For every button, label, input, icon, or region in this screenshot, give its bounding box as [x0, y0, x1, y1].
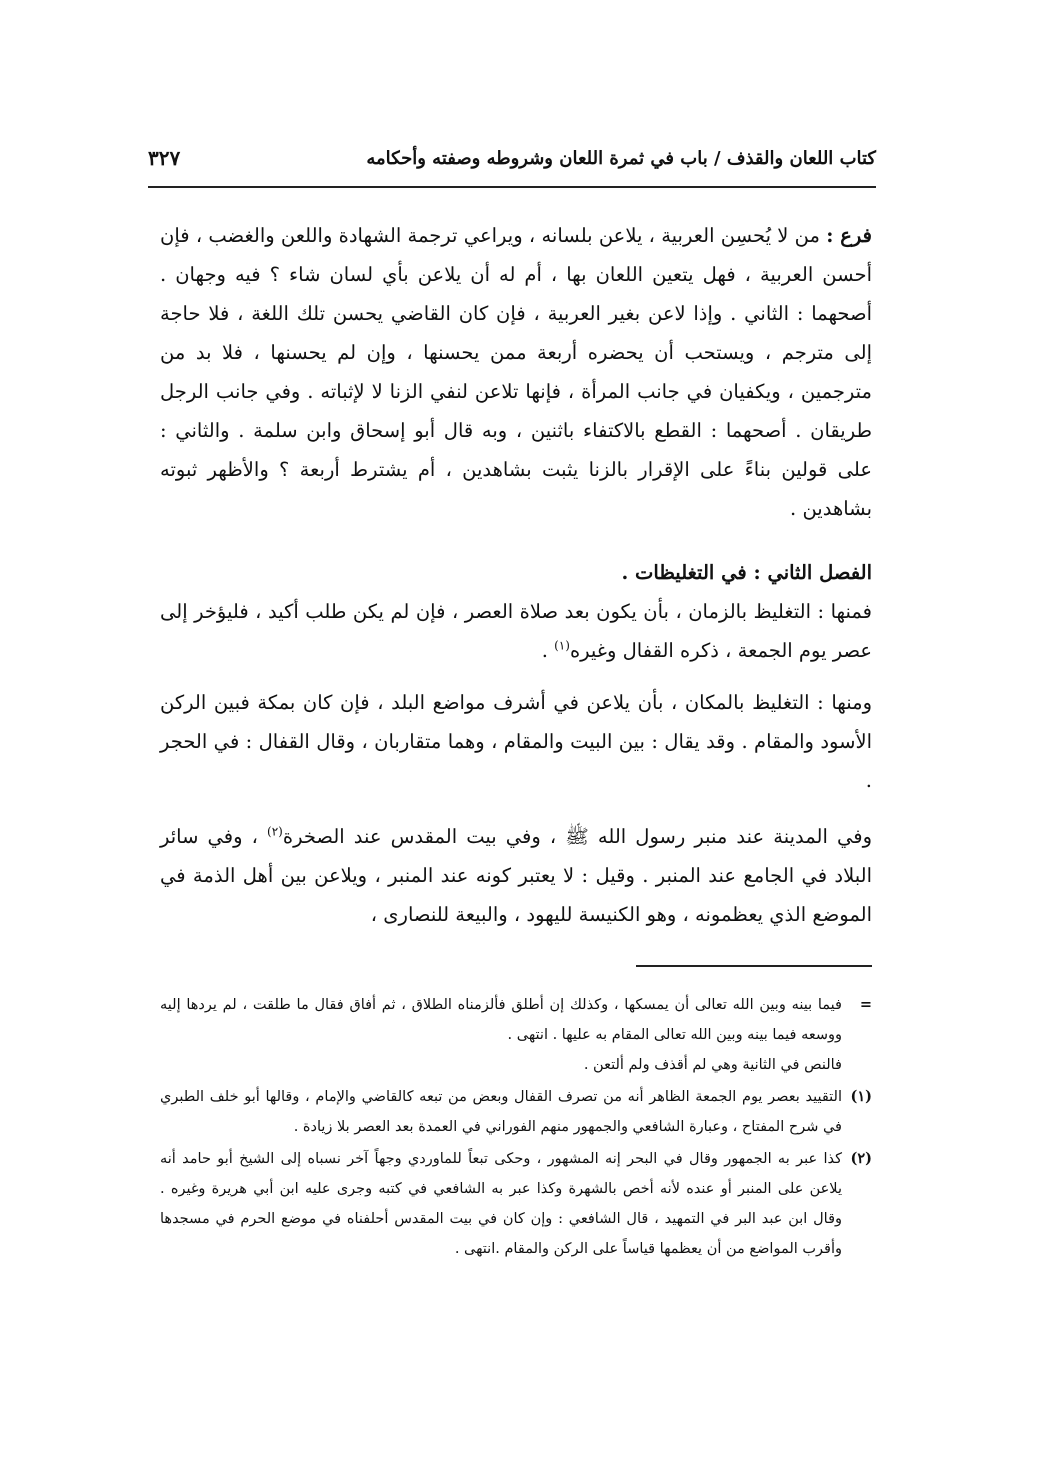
footnote-1 — [160, 1082, 872, 1142]
header-rule — [148, 186, 876, 188]
paragraph-text: وفي المدينة عند منبر رسول الله ﷺ ، وفي بيت المقدس عند الصخرة — [282, 825, 872, 848]
paragraph-end: . — [541, 639, 555, 662]
footnote-continued — [160, 990, 872, 1080]
section-heading: الفصل الثاني : في التغليظات . — [621, 561, 872, 584]
footnote-ref: (١) — [554, 638, 570, 653]
paragraph-text: ومنها : التغليظ بالمكان ، بأن يلاعن في أشرف مواضع البلد ، فإن كان بمكة فبين الركن الأسود والمقام . وقد يقال : بين البيت والمقام ، وهما متقاربان ، وقال القفال : في الحجر . — [160, 691, 872, 792]
footnote-mark: (٢) — [850, 1150, 872, 1167]
footnote-line: فيما بينه وبين الله تعالى أن يمسكها ، وكذلك إن أطلق فألزمناه الطلاق ، ثم أفاق فقال ما طلقت ، لم يردها إليه ووسعه فيما بينه وبين الله تعالى المقام به عليها . انتهى . — [160, 997, 842, 1043]
paragraph-text: من لا يُحسِن العربية ، يلاعن بلسانه ، ويراعي ترجمة الشهادة واللعن والغضب ، فإن أحسن العربية ، فهل يتعين اللعان بها ، أم له أن يلاعن بأي لسان شاء ؟ فيه وجهان . أصحهما : الثاني . وإذا لاعن بغير العربية ، فإن كان القاضي يحسن تلك اللغة ، فلا حاجة إلى مترجم ، ويستحب أن يحضره أربعة ممن يحسنها ، وإن لم يحسنها ، فلا بد من مترجمين ، ويكفيان في جانب المرأة ، فإنها تلاعن لنفي الزنا لا لإثباته . وفي جانب الرجل طريقان . أصحهما : القطع بالاكتفاء باثنين ، وبه قال أبو إسحاق وابن سلمة . والثاني : على قولين بناءً على الإقرار بالزنا يثبت بشاهدين ، أم يشترط أربعة ؟ والأظهر ثبوته بشاهدين . — [160, 224, 872, 520]
footnote-mark: = — [859, 996, 872, 1013]
footnote-line: كذا عبر به الجمهور وقال في البحر إنه المشهور ، وحكى تبعاً للماوردي وجهاً آخر نسباه إلى الشيخ أبو حامد أنه يلاعن على المنبر أو عنده لأنه أخص بالشهرة وكذا عبر به الشافعي في كتبه وجرى عليه ابن أبي هريرة وغيره . وقال ابن عبد البر في التمهيد ، قال الشافعي : وإن كان في بيت المقدس أحلفناه في موضع الحرم في مسجدها وأقرب المواضع من أن يعظمها قياساً على الركن والمقام .انتهى . — [160, 1151, 842, 1257]
footnote-mark: (١) — [850, 1088, 872, 1105]
footnote-ref: (٢) — [267, 824, 283, 839]
paragraph-madina — [160, 817, 872, 934]
footnote-line: التقييد بعصر يوم الجمعة الظاهر أنه من تصرف القفال وبعض من تبعه كالقاضي والإمام ، وقالها أبو خلف الطبري في شرح المفتاح ، وعبارة الشافعي والجمهور منهم الفوراني في العمدة بعد العصر بلا زيادة . — [160, 1089, 842, 1135]
footnote-2 — [160, 1144, 872, 1264]
paragraph-far — [160, 216, 872, 528]
paragraph-lead: فرع : — [826, 224, 873, 247]
footnote-separator — [636, 965, 872, 967]
footnotes — [160, 990, 872, 1266]
running-header — [148, 140, 876, 180]
paragraph-text-cont: ، وفي سائر البلاد في الجامع عند المنبر . وقيل : لا يعتبر كونه عند المنبر ، ويلاعن بين أهل الذمة في الموضع الذي يعظمونه ، وهو الكنيسة لليهود ، والبيعة للنصارى ، — [160, 825, 872, 926]
paragraph-makan — [160, 683, 872, 800]
footnote-line: فالنص في الثانية وهي لم أقذف ولم ألتعن . — [583, 1057, 842, 1073]
page-number: ٣٢٧ — [148, 146, 181, 170]
section-taghlizat — [160, 553, 872, 670]
paragraph-text: فمنها : التغليظ بالزمان ، بأن يكون بعد صلاة العصر ، فإن لم يكن طلب أكيد ، فليؤخر إلى عصر يوم الجمعة ، ذكره القفال وغيره — [160, 600, 872, 662]
header-title: كتاب اللعان والقذف / باب في ثمرة اللعان وشروطه وصفته وأحكامه — [366, 148, 876, 169]
